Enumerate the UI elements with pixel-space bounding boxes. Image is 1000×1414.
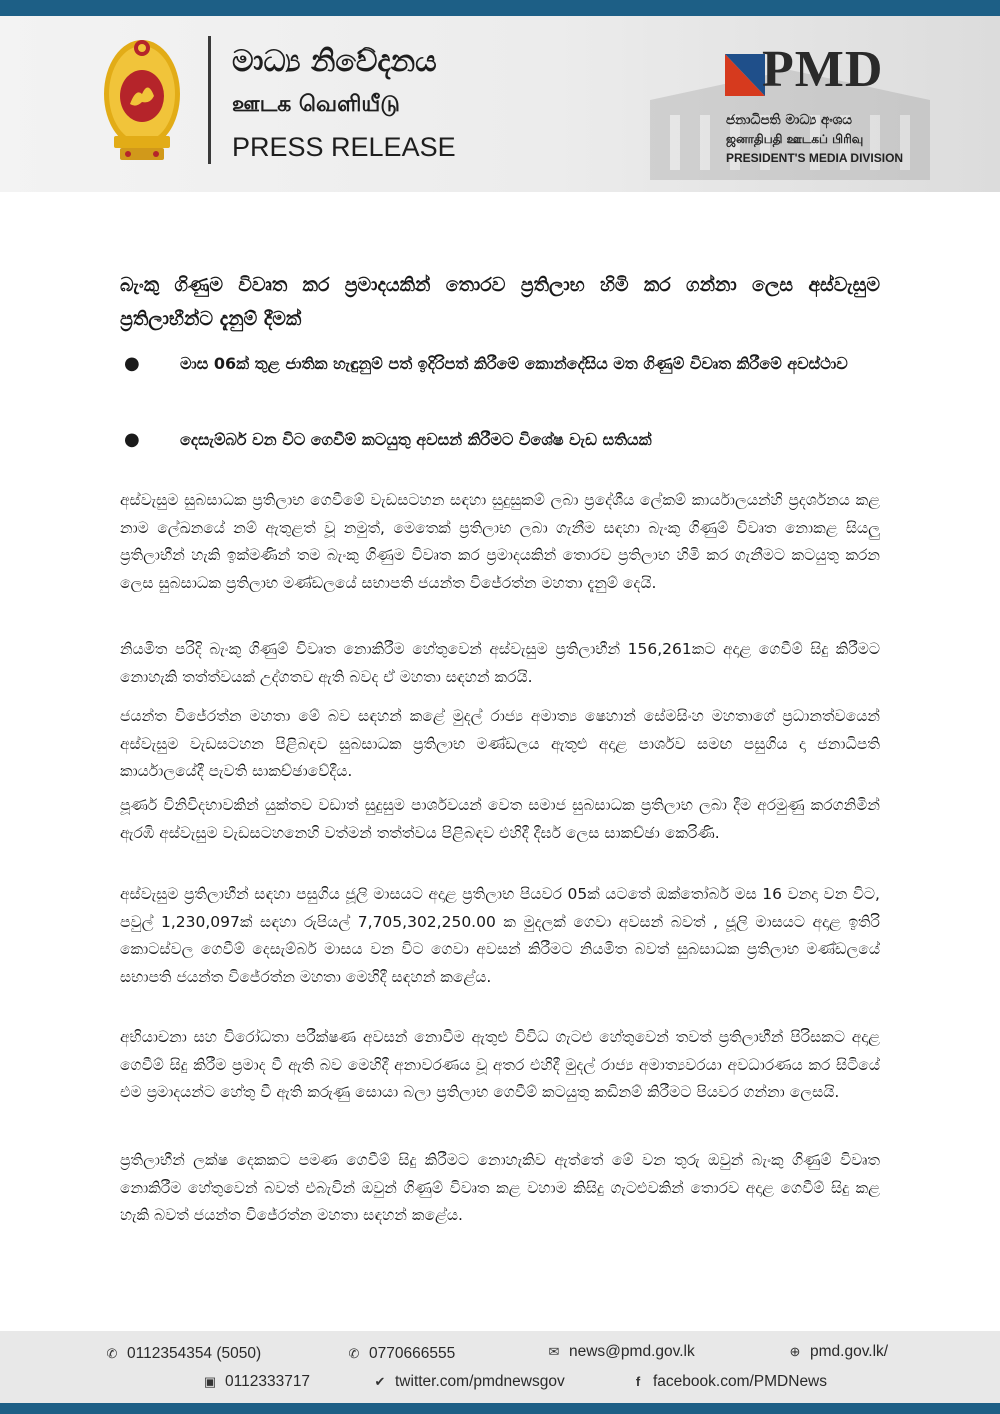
- bullet-text: මාස 06ක් තුළ ජාතික හැඳුනුම් පත් ඉදිරිපත් කිරීමේ කොන්දේසිය මත ගිණුම් විවෘත කිරීමේ අවස්ථාව: [180, 354, 848, 373]
- footer-facebook-text: facebook.com/PMDNews: [653, 1373, 828, 1390]
- body-paragraph-6: අභියාචනා සහ විරෝධතා පරීක්ෂණ අවසන් නොවීම ඇතුළු විවිධ ගැටළු හේතුවෙන් තවත් ප්‍රතිලාභීන් පිරිසකට අදාළ ගෙවීම් සිදු කිරීම ප්‍රමාද වී ඇති බව මෙහිදී අනාවරණය වූ අතර එහිදී මුදල් රාජ්‍ය අමාත්‍යවරයා අවධාරණය කර සිටියේ එම ප්‍රමාදයන්ට හේතු වී ඇති කරුණු සොයා බලා ප්‍රතිලාභ ගෙවීම් කටයුතු කඩිනම් කිරීමට පියවර ගන්නා ලෙසයි.: [120, 1028, 880, 1101]
- header-title-sinhala: මාධ්‍ය නිවේදනය: [232, 44, 437, 79]
- contact-footer: [0, 1331, 1000, 1403]
- footer-website-text: pmd.gov.lk/: [810, 1343, 889, 1360]
- bullet-dot: ●: [124, 429, 140, 450]
- footer-mobile[interactable]: [346, 1345, 455, 1363]
- footer-phone[interactable]: [104, 1345, 261, 1363]
- footer-website-link[interactable]: [787, 1343, 888, 1361]
- body-paragraph-5: අස්වැසුම ප්‍රතිලාභීන් සඳහා පසුගිය ජූලි මාසයට අදාළ ප්‍රතිලාභ පියවර 05ක් යටතේ ඔක්තෝබර් මස 16 වනදා වන විට, පවුල් 1,230,097ක් සඳහා රුපියල් 7,705,302,250.00 ක මුදලක් ගෙවා අවසන් බවත් , ජූලි මාසයට අදාළ ඉතිරි කොටස්වල ගෙවීම් දෙසැම්බර් මාසය වන විට ගෙවා අවසන් කිරීමට නියමිත බවත් සුබසාධක ප්‍රතිලාභ මණ්ඩලයේ සභාපති ජයන්ත විජේරත්න මහතා මෙහිදී සඳහන් කළේය.: [120, 885, 880, 986]
- body-paragraph-4: පූර්ණ විනිවිදභාවකින් යුක්තව වඩාත් සුදුසුම පාර්ශවයන් වෙත සමාජ සුබසාධක ප්‍රතිලාභ ලබා දීම අරමුණු කරගනිමින් ඇරඹි අස්වැසුම වැඩසටහනෙහි වත්මන් තත්ත්වය පිළිබඳව එහිදී දීර්ඝ ලෙස සාකච්ඡා කෙරිණි.: [120, 796, 880, 842]
- body-paragraph-3: ජයන්ත විජේරත්න මහතා මේ බව සඳහන් කළේ මුදල් රාජ්‍ය අමාත්‍ය ෂෙහාන් සේමසිංහ මහතාගේ ප්‍රධානත්වයෙන් අස්වැසුම වැඩසටහන පිළිබඳව සුබසාධක ප්‍රතිලාභ මණ්ඩලය ඇතුළු අදාළ පාර්ශව සමඟ පසුගිය දා ජනාධිපති කාර්යාලයේදී පැවති සාකච්ඡාවේදීය.: [120, 707, 880, 780]
- footer-fax[interactable]: [202, 1373, 310, 1391]
- pmd-name-english: PRESIDENT'S MEDIA DIVISION: [726, 151, 904, 165]
- globe-icon: ⊕: [789, 1344, 801, 1359]
- footer-mobile-text: 0770666555: [369, 1345, 456, 1362]
- bottom-accent-bar: [0, 1403, 1000, 1414]
- footer-twitter-link[interactable]: [372, 1373, 565, 1391]
- pmd-name-sinhala: ජනාධිපති මාධ්‍ය අංශය: [726, 112, 853, 128]
- bullet-text: දෙසැම්බර් වන විට ගෙවීම් කටයුතු අවසන් කිරීමට විශේෂ වැඩ සතියක්: [180, 430, 652, 449]
- header-title-tamil: ஊடக வெளியீடு: [232, 92, 400, 117]
- highlight-bullet-1: [120, 350, 880, 406]
- release-headline: බැංකු ගිණුම විවෘත කර ප්‍රමාදයකින් තොරව ප්‍රතිලාභ හිමි කර ගන්නා ලෙස අස්වැසුම ප්‍රතිලාභීන්ට දැනුම් දීමක්: [120, 274, 880, 330]
- footer-fax-text: 0112333717: [225, 1373, 311, 1390]
- header-divider: [208, 36, 211, 164]
- footer-twitter-text: twitter.com/pmdnewsgov: [395, 1373, 565, 1390]
- body-paragraph-2: නියමිත පරිදි බැංකු ගිණුම් විවෘත නොකිරීම හේතුවෙන් අස්වැසුම ප්‍රතිලාභීන් 156,261කට අදාළ ගෙවීම් සිදු කිරීමට නොහැකි තත්ත්වයක් උද්ගතව ඇති බවද ඒ මහතා සඳහන් කරයි.: [120, 640, 880, 686]
- footer-facebook-link[interactable]: [630, 1373, 827, 1391]
- footer-phone-text: 0112354354 (5050): [127, 1345, 262, 1362]
- highlight-bullet-2: [120, 426, 880, 454]
- pmd-name-tamil: ஜனாதிபதி ஊடகப் பிரிவு: [726, 132, 864, 146]
- footer-email-text: news@pmd.gov.lk: [569, 1343, 695, 1360]
- phone-icon: ✆: [348, 1346, 360, 1361]
- press-release-header: [0, 16, 1000, 192]
- footer-email-link[interactable]: [546, 1343, 695, 1361]
- pmd-logo-text: PMD: [762, 41, 884, 98]
- sri-lanka-emblem-icon: [100, 34, 184, 166]
- email-icon: ✉: [548, 1344, 560, 1359]
- twitter-icon: ✔: [374, 1374, 386, 1389]
- phone-icon: ✆: [106, 1346, 118, 1361]
- bullet-dot: ●: [124, 353, 140, 374]
- facebook-icon: f: [635, 1374, 641, 1389]
- body-paragraph-7: ප්‍රතිලාභීන් ලක්ෂ දෙකකට පමණ ගෙවීම් සිදු කිරීමට නොහැකිව ඇත්තේ මේ වන තුරු ඔවුන් බැංකු ගිණුම් විවෘත නොකිරීම හේතුවෙන් බවත් එබැවින් ඔවුන් ගිණුම් විවෘත කළ වහාම කිසිදු ගැටළුවකින් තොරව අදාළ ගෙවීම් සිදු කළ හැකි බවත් ජයන්ත විජේරත්න මහතා සඳහන් කළේය.: [120, 1151, 880, 1224]
- pmd-logo-icon: [725, 54, 765, 96]
- top-accent-bar: [0, 0, 1000, 16]
- header-title-english: PRESS RELEASE: [232, 132, 456, 162]
- fax-icon: ▣: [203, 1374, 217, 1389]
- body-paragraph-1: අස්වැසුම සුබසාධක ප්‍රතිලාභ ගෙවීමේ වැඩසටහන සඳහා සුදුසුකම් ලබා ප්‍රදේශීය ලේකම් කාර්යාලයන්හි ප්‍රදර්ශනය කළ නාම ලේඛනයේ නම් ඇතුළත් වූ නමුත්, මෙතෙක් ප්‍රතිලාභ ලබා ගැනීම සඳහා බැංකු ගිණුම් විවෘත නොකළ සියලු ප්‍රතිලාභීන් හැකි ඉක්මණින් තම බැංකු ගිණුම විවෘත කර ප්‍රමාදයකින් තොරව ප්‍රතිලාභ හිමි කර ගැනීමට කටයුතු කරන ලෙස සුබසාධක ප්‍රතිලාභ මණ්ඩලයේ සභාපති ජයන්ත විජේරත්න මහතා දැනුම් දෙයි.: [120, 491, 880, 592]
